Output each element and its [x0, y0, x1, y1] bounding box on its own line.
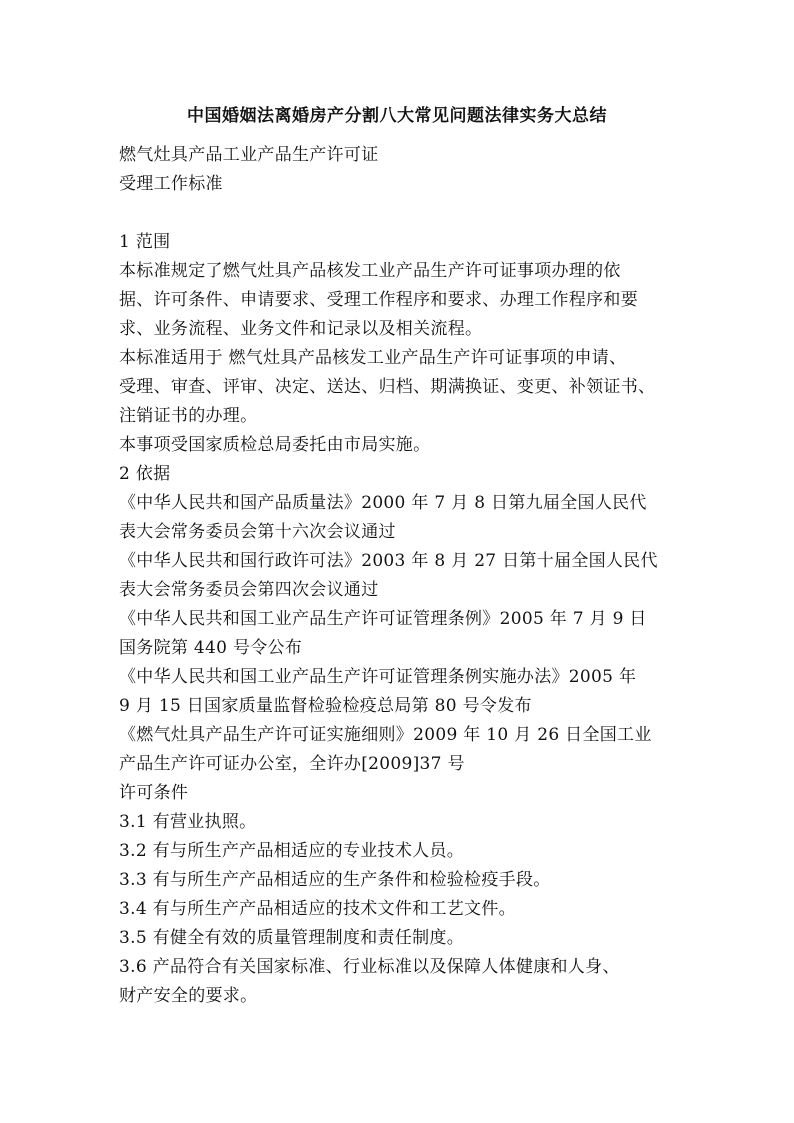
section-heading-scope: 1 范围 — [119, 232, 171, 252]
section-heading-conditions: 许可条件 — [119, 783, 189, 803]
paragraph-line: 本标准规定了燃气灶具产品核发工业产品生产许可证事项办理的依 — [119, 261, 621, 281]
subtitle-line-2: 受理工作标准 — [119, 174, 223, 194]
reference-line: 9 月 15 日国家质量监督检验检疫总局第 80 号令发布 — [119, 696, 532, 716]
condition-item: 3.6 产品符合有关国家标准、行业标准以及保障人体健康和人身、 — [119, 957, 620, 977]
reference-line: 《中华人民共和国工业产品生产许可证管理条例实施办法》2005 年 — [119, 667, 637, 687]
reference-line: 《燃气灶具产品生产许可证实施细则》2009 年 10 月 26 日全国工业 — [119, 725, 652, 745]
reference-line: 国务院第 440 号令公布 — [119, 638, 303, 658]
reference-line: 《中华人民共和国行政许可法》2003 年 8 月 27 日第十届全国人民代 — [119, 551, 658, 571]
condition-item: 3.4 有与所生产产品相适应的技术文件和工艺文件。 — [119, 899, 516, 919]
condition-item: 3.1 有营业执照。 — [119, 812, 257, 832]
paragraph-line: 注销证书的办理。 — [119, 406, 258, 426]
reference-line: 《中华人民共和国工业产品生产许可证管理条例》2005 年 7 月 9 日 — [119, 609, 647, 629]
condition-item: 3.3 有与所生产产品相适应的生产条件和检验检疫手段。 — [119, 870, 551, 890]
paragraph-line: 本事项受国家质检总局委托由市局实施。 — [119, 435, 431, 455]
reference-line: 产品生产许可证办公室，全许办[2009]37 号 — [119, 754, 465, 774]
condition-item: 财产安全的要求。 — [119, 986, 258, 1006]
document-body — [119, 141, 689, 1011]
paragraph-line: 据、许可条件、申请要求、受理工作程序和要求、办理工作程序和要 — [119, 290, 638, 310]
paragraph-line: 求、业务流程、业务文件和记录以及相关流程。 — [119, 319, 483, 339]
reference-line: 表大会常务委员会第十六次会议通过 — [119, 522, 396, 542]
paragraph-line: 受理、审查、评审、决定、送达、归档、期满换证、变更、补领证书、 — [119, 377, 656, 397]
reference-line: 表大会常务委员会第四次会议通过 — [119, 580, 379, 600]
condition-item: 3.5 有健全有效的质量管理制度和责任制度。 — [119, 928, 465, 948]
section-heading-basis: 2 依据 — [119, 464, 171, 484]
document-title: 中国婚姻法离婚房产分割八大常见问题法律实务大总结 — [187, 106, 607, 126]
reference-line: 《中华人民共和国产品质量法》2000 年 7 月 8 日第九届全国人民代 — [119, 493, 647, 513]
condition-item: 3.2 有与所生产产品相适应的专业技术人员。 — [119, 841, 465, 861]
subtitle-line-1: 燃气灶具产品工业产品生产许可证 — [119, 145, 379, 165]
blank-line — [119, 199, 689, 228]
paragraph-line: 本标准适用于 燃气灶具产品核发工业产品生产许可证事项的申请、 — [119, 348, 627, 368]
